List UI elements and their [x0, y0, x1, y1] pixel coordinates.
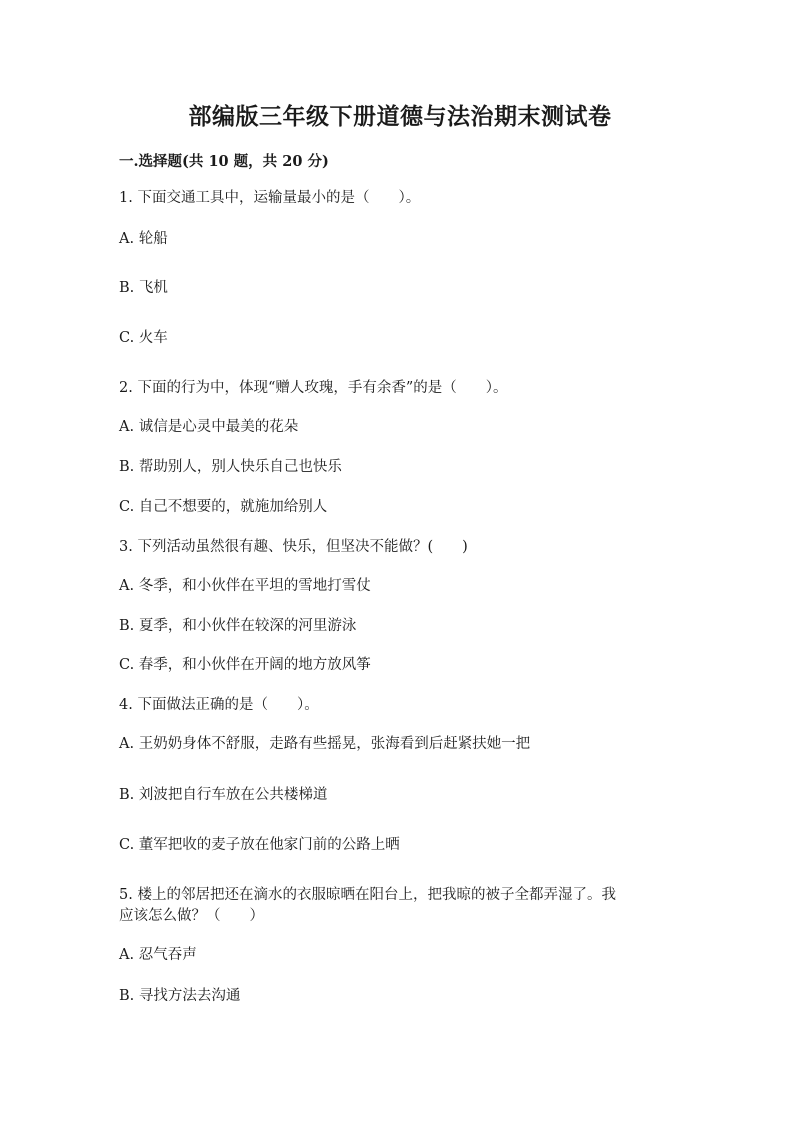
page-title: 部编版三年级下册道德与法治期末测试卷	[188, 103, 612, 130]
question-stem-5-line-1: 5. 楼上的邻居把还在滴水的衣服晾晒在阳台上，把我晾的被子全都弄湿了。我	[119, 887, 616, 903]
question-1-option-a: A. 轮船	[119, 231, 168, 247]
question-5-option-a: A. 忍气吞声	[119, 947, 197, 963]
question-5-option-b: B. 寻找方法去沟通	[119, 988, 241, 1004]
question-2-option-c: C. 自己不想要的，就施加给别人	[119, 499, 328, 515]
section-heading: 一.选择题(共 10 题，共 20 分)	[119, 153, 329, 170]
question-stem-5-line-2: 应该怎么做？（ ）	[119, 908, 264, 924]
question-2-option-a: A. 诚信是心灵中最美的花朵	[119, 419, 299, 435]
question-stem-3: 3. 下列活动虽然很有趣、快乐，但坚决不能做？( )	[119, 539, 468, 555]
question-3-option-b: B. 夏季，和小伙伴在较深的河里游泳	[119, 618, 357, 634]
question-4-option-a: A. 王奶奶身体不舒服，走路有些摇晃，张海看到后赶紧扶她一把	[119, 736, 531, 752]
question-4-option-b: B. 刘波把自行车放在公共楼梯道	[119, 787, 328, 803]
question-stem-1: 1. 下面交通工具中，运输量最小的是（ ）。	[119, 190, 421, 206]
question-stem-4: 4. 下面做法正确的是（ ）。	[119, 697, 319, 713]
question-3-option-a: A. 冬季，和小伙伴在平坦的雪地打雪仗	[119, 578, 371, 594]
question-3-option-c: C. 春季，和小伙伴在开阔的地方放风筝	[119, 657, 371, 673]
question-4-option-c: C. 董军把收的麦子放在他家门前的公路上晒	[119, 837, 400, 853]
question-stem-2: 2. 下面的行为中，体现“赠人玫瑰，手有余香”的是（ ）。	[119, 380, 508, 396]
question-2-option-b: B. 帮助别人，别人快乐自己也快乐	[119, 459, 342, 475]
question-1-option-c: C. 火车	[119, 330, 168, 346]
question-1-option-b: B. 飞机	[119, 280, 168, 296]
